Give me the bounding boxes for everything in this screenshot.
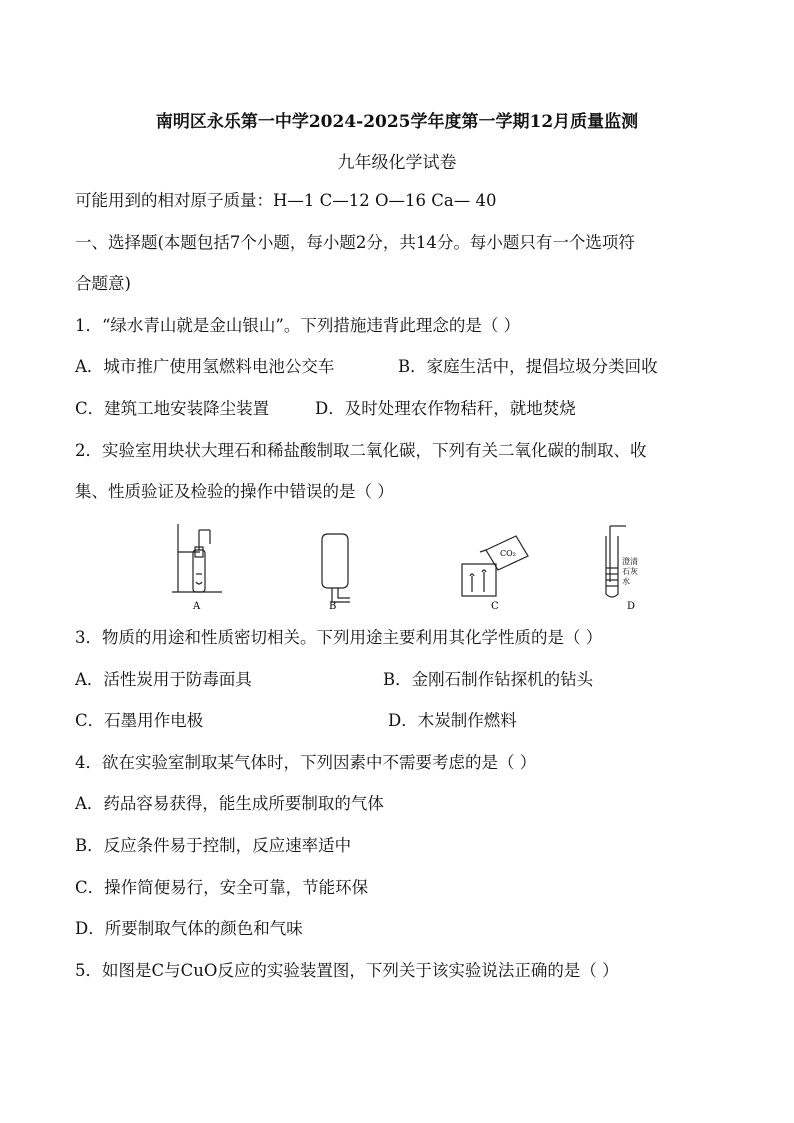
exam-subtitle: 九年级化学试卷	[337, 153, 457, 173]
q1-option-a: A．城市推广使用氢燃料电池公交车	[75, 357, 335, 376]
section-heading-line1: 一、选择题(本题包括7个小题，每小题2分，共14分。每小题只有一个选项符	[75, 233, 635, 252]
q1-option-d: D．及时处理农作物秸秆，就地焚烧	[315, 399, 576, 418]
q1-stem: 1．“绿水青山就是金山银山”。下列措施违背此理念的是（ ）	[75, 316, 521, 335]
q3-option-b: B．金刚石制作钻探机的钻头	[383, 670, 594, 689]
q1-option-c: C．建筑工地安装降尘装置	[75, 399, 270, 418]
fig-co2-label: CO₂	[500, 549, 516, 558]
q3-option-c: C．石墨用作电极	[75, 711, 204, 730]
q3-stem: 3．物质的用途和性质密切相关。下列用途主要利用其化学性质的是（ ）	[75, 628, 603, 647]
fig-label-b: B	[329, 601, 337, 612]
fig-limewater-3: 水	[622, 577, 630, 586]
fig-label-c: C	[491, 601, 499, 612]
q2-stem-line1: 2．实验室用块状大理石和稀盐酸制取二氧化碳，下列有关二氧化碳的制取、收	[75, 441, 647, 460]
section-heading-line2: 合题意)	[75, 274, 131, 293]
q4-stem: 4．欲在实验室制取某气体时，下列因素中不需要考虑的是（ ）	[75, 753, 537, 772]
q3-option-d: D．木炭制作燃料	[388, 711, 517, 730]
q1-option-b: B．家庭生活中，提倡垃圾分类回收	[398, 357, 658, 376]
atomic-masses: 可能用到的相对原子质量：H—1 C—12 O—16 Ca— 40	[75, 191, 497, 210]
q5-stem: 5．如图是C与CuO反应的实验装置图，下列关于该实验说法正确的是（ ）	[75, 961, 619, 980]
exam-title: 南明区永乐第一中学2024-2025学年度第一学期12月质量监测	[155, 112, 639, 132]
q4-option-c: C．操作简便易行，安全可靠，节能环保	[75, 878, 369, 897]
q2-stem-line2: 集、性质验证及检验的操作中错误的是（ ）	[75, 482, 394, 501]
apparatus-a	[172, 524, 222, 592]
q4-option-a: A．药品容易获得，能生成所要制取的气体	[75, 794, 384, 813]
q4-option-b: B．反应条件易于控制，反应速率适中	[75, 836, 352, 855]
fig-label-d: D	[627, 601, 636, 612]
apparatus-b	[322, 534, 350, 602]
q3-option-a: A．活性炭用于防毒面具	[75, 670, 252, 689]
fig-label-a: A	[193, 601, 201, 612]
apparatus-c	[462, 536, 528, 596]
q2-apparatus-figure	[0, 522, 794, 617]
fig-limewater-2: 石灰	[622, 567, 638, 576]
fig-limewater-1: 澄清	[622, 557, 638, 566]
q4-option-d: D．所要制取气体的颜色和气味	[75, 919, 303, 938]
